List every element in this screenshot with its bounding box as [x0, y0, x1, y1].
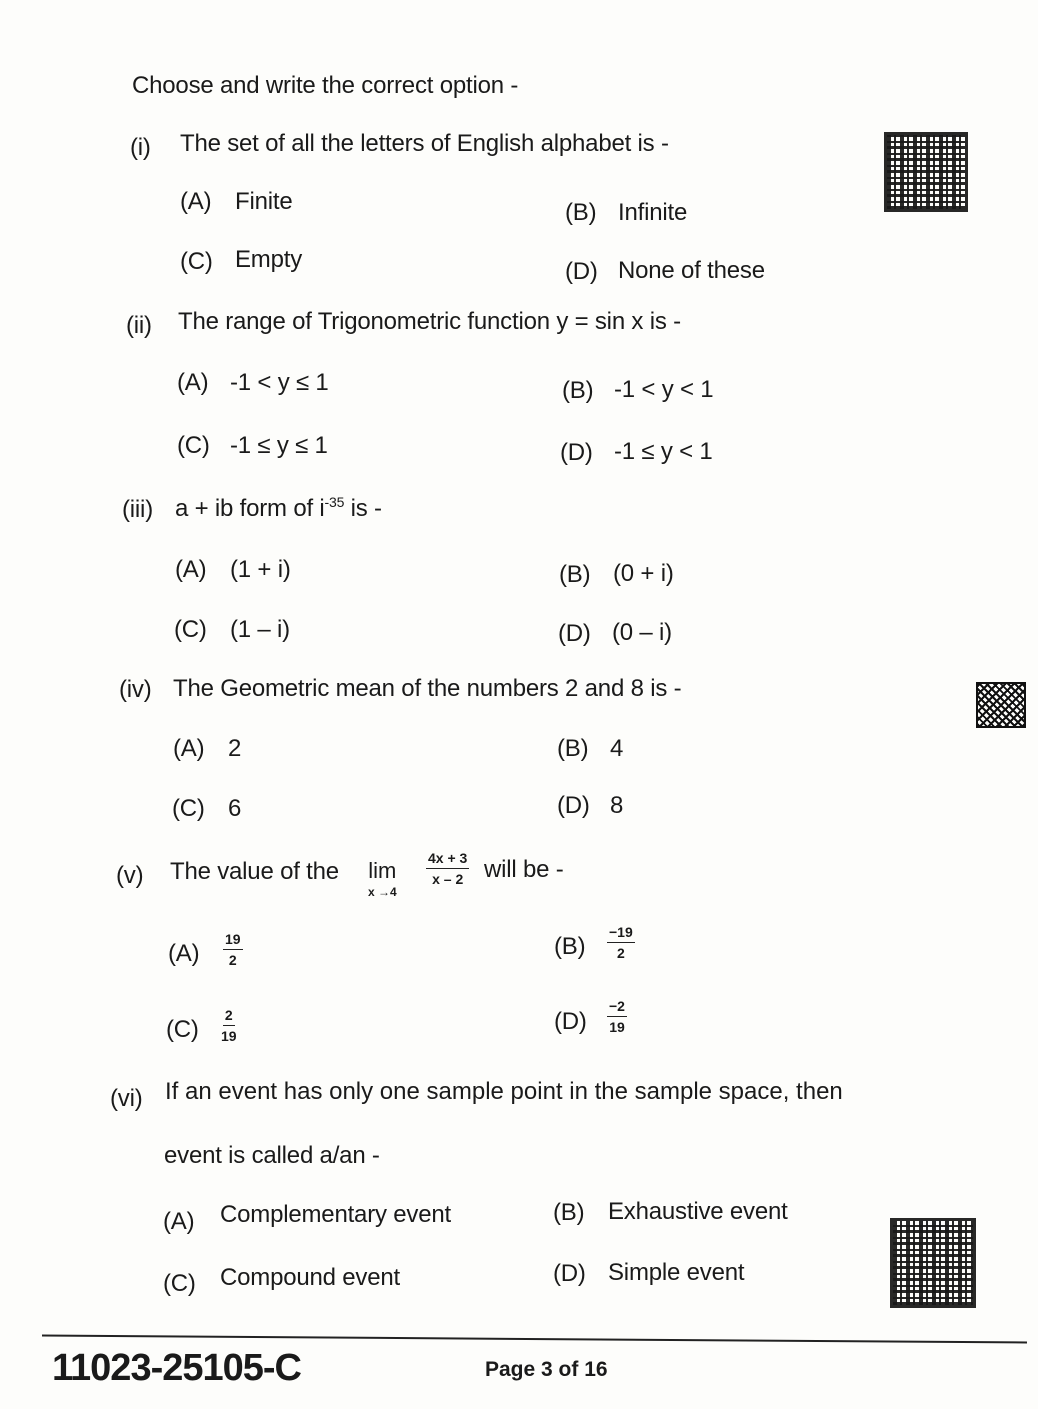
- question-number: (vi): [110, 1085, 143, 1112]
- option-label: (B): [559, 561, 591, 588]
- option-label: (A): [163, 1208, 195, 1235]
- option-label: (D): [560, 439, 593, 466]
- option-label: (B): [553, 1199, 585, 1226]
- option-label: (D): [557, 792, 590, 819]
- option-label: (A): [173, 735, 205, 762]
- option-text: (0 + i): [613, 560, 674, 587]
- question-text-continued: event is called a/an -: [164, 1142, 380, 1169]
- option-text: Complementary event: [220, 1201, 451, 1228]
- option-label: (A): [180, 188, 212, 215]
- option-text: -1 < y < 1: [614, 376, 714, 403]
- question-text-end: will be -: [484, 856, 564, 883]
- option-text: Finite: [235, 188, 293, 215]
- option-text: Infinite: [618, 199, 688, 226]
- option-label: (D): [554, 1008, 587, 1035]
- option-label: (B): [562, 377, 594, 404]
- option-text: 8: [610, 792, 624, 819]
- option-label: (D): [553, 1260, 586, 1287]
- question-text: The range of Trigonometric function y = sin x is -: [178, 308, 681, 335]
- option-label: (C): [166, 1016, 199, 1043]
- option-label: (B): [557, 735, 589, 762]
- paper-code: 11023-25105-C: [52, 1347, 301, 1389]
- question-text: a + ib form of $i^{-35}$ is -: [175, 494, 382, 522]
- option-text: Empty: [235, 246, 303, 273]
- question-number: (i): [130, 134, 151, 161]
- option-label: (B): [554, 933, 586, 960]
- option-text: 4: [610, 735, 624, 762]
- option-text: -1 ≤ y < 1: [614, 438, 713, 465]
- option-text: 6: [228, 795, 242, 822]
- option-label: (B): [565, 199, 597, 226]
- option-text: 2: [228, 735, 242, 762]
- qr-code: [976, 682, 1026, 728]
- question-number: (ii): [126, 312, 152, 339]
- limit-operator: lim x →4: [368, 858, 397, 899]
- question-number: (iii): [122, 496, 153, 523]
- option-text: (1 + i): [230, 556, 291, 583]
- option-text: (0 – i): [612, 619, 672, 646]
- option-label: (C): [172, 795, 205, 822]
- option-label: (D): [558, 620, 591, 647]
- footer-rule: [42, 1335, 1027, 1344]
- option-text: -1 < y ≤ 1: [230, 369, 329, 396]
- limit-fraction: $\frac{4x + 3}{x - 2}$: [428, 850, 468, 887]
- option-text: Exhaustive event: [608, 1198, 788, 1225]
- page-number: Page 3 of 16: [485, 1358, 608, 1381]
- exponent: -35: [324, 494, 345, 510]
- question-text: The value of the: [170, 858, 339, 885]
- datamatrix-code: [884, 132, 968, 212]
- question-text: The set of all the letters of English alphabet is -: [180, 130, 669, 157]
- option-text: -1 ≤ y ≤ 1: [230, 432, 328, 459]
- option-text: Compound event: [220, 1264, 400, 1291]
- option-label: (A): [175, 556, 207, 583]
- option-fraction: $\frac{-2}{19}$: [609, 998, 625, 1035]
- instruction: Choose and write the correct option -: [132, 72, 519, 99]
- option-fraction: $\frac{19}{2}$: [225, 931, 241, 968]
- option-label: (D): [565, 258, 598, 285]
- option-label: (A): [177, 369, 209, 396]
- question-number: (v): [116, 862, 144, 889]
- option-label: (C): [180, 248, 213, 275]
- option-fraction: $\frac{2}{19}$: [221, 1007, 237, 1044]
- option-label: (C): [174, 616, 207, 643]
- option-label: (C): [177, 432, 210, 459]
- question-number: (iv): [119, 676, 152, 703]
- option-label: (A): [168, 940, 200, 967]
- question-text: If an event has only one sample point in the sample space, then: [165, 1078, 843, 1105]
- question-text: The Geometric mean of the numbers 2 and 8 is -: [173, 675, 682, 702]
- datamatrix-code: [890, 1218, 976, 1308]
- option-text: Simple event: [608, 1259, 745, 1286]
- option-label: (C): [163, 1270, 196, 1297]
- option-text: (1 – i): [230, 616, 290, 643]
- option-text: None of these: [618, 257, 765, 284]
- option-fraction: $\frac{-19}{2}$: [609, 924, 633, 961]
